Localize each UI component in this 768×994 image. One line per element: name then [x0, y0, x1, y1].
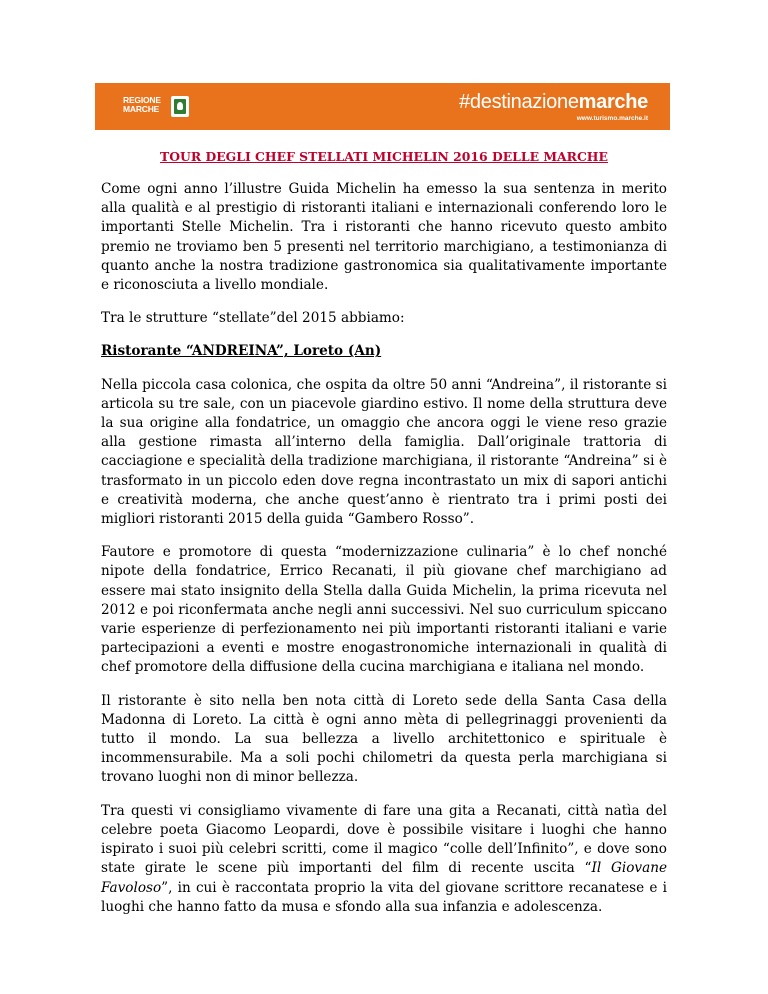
paragraph-3: Il ristorante è sito nella ben nota città di Loreto sede della Santa Casa della Madonna di Loreto. La città è ogni anno mèta di pellegrinaggi provenienti da tutto il mondo. La sua bellezza a livello architettonico e spirituale è incommensurabile. Ma a soli pochi chilometri da questa perla marchigiana si trovano luoghi non di minor bellezza.: [101, 692, 667, 786]
paragraph-4-end: ”, in cui è raccontata proprio la vita del giovane scrittore recanatese e i luoghi che hanno fatto da musa e sfondo alla sua infanzia e adolescenza.: [101, 879, 667, 915]
region-emblem-icon: [171, 96, 189, 117]
region-line-2: MARCHE: [123, 104, 160, 114]
regione-marche-logo-text: [123, 96, 161, 114]
hashtag-bold: marche: [578, 91, 648, 113]
hashtag-prefix: #destinazione: [459, 91, 579, 113]
intro-paragraph: Come ogni anno l’illustre Guida Michelin ha emesso la sua sentenza in merito alla qualità e al prestigio di ristoranti italiani e internazionali conferendo loro le importanti Stelle Michelin. Tra i ristoranti che hanno ricevuto questo ambito premio ne troviamo ben 5 presenti nel territorio marchigiano, a testimonianza di quanto anche la nostra tradizione gastronomica sia qualitativamente importante e riconosciuta a livello mondiale.: [101, 181, 667, 294]
restaurant-heading: Ristorante “ANDREINA”, Loreto (An): [101, 343, 382, 360]
document-title: TOUR DEGLI CHEF STELLATI MICHELIN 2016 DELLE MARCHE: [160, 149, 608, 164]
paragraph-1: Nella piccola casa colonica, che ospita da oltre 50 anni “Andreina”, il ristorante si articola su tre sale, con un piacevole giardino estivo. Il nome della struttura deve la sua origine alla fondatrice, un omaggio che ancora oggi le viene reso grazie alla gestione rimasta all’interno della famiglia. Dall’originale trattoria di cacciagione e specialità della tradizione marchigiana, il ristorante “Andreina” si è trasformato in un piccolo eden dove regna incontrastato un mix di sapori antichi e creatività moderna, che anche quest’anno è rientrato tra i primi posti dei migliori ristoranti 2015 della guida “Gambero Rosso”.: [101, 376, 667, 528]
paragraph-2: Fautore e promotore di questa “modernizzazione culinaria” è lo chef nonché nipote della fondatrice, Errico Recanati, il più giovane chef marchigiano ad essere mai stato insignito della Stella dalla Guida Michelin, la prima ricevuta nel 2012 e poi riconfermata anche negli anni successivi. Nel suo curriculum spiccano varie esperienze di perfezionamento nei più importanti ristoranti italiani e varie partecipazioni a eventi e mostre enogastronomiche internazionali in qualità di chef promotore della diffusione della cucina marchigiana e italiana nel mondo.: [101, 544, 667, 676]
lead-line: Tra le strutture “stellate”del 2015 abbiamo:: [101, 310, 405, 327]
document-body: [101, 180, 667, 931]
paragraph-4: [101, 802, 667, 917]
website-url: www.turismo.marche.it: [576, 115, 648, 122]
destinazione-marche-hashtag: [459, 91, 648, 113]
film-title: Il Giovane Favoloso: [101, 860, 668, 896]
header-banner: [95, 83, 670, 130]
region-line-1: REGIONE: [123, 95, 161, 105]
paragraph-4-start: Tra questi vi consigliamo vivamente di fare una gita a Recanati, città natìa del celebre poeta Giacomo Leopardi, dove è possibile visitare i luoghi che hanno ispirato i suoi più celebri scritti, come il magico “colle dell’Infinito”, e dove sono state girate le scene più importanti del film di recente uscita “: [101, 802, 667, 877]
